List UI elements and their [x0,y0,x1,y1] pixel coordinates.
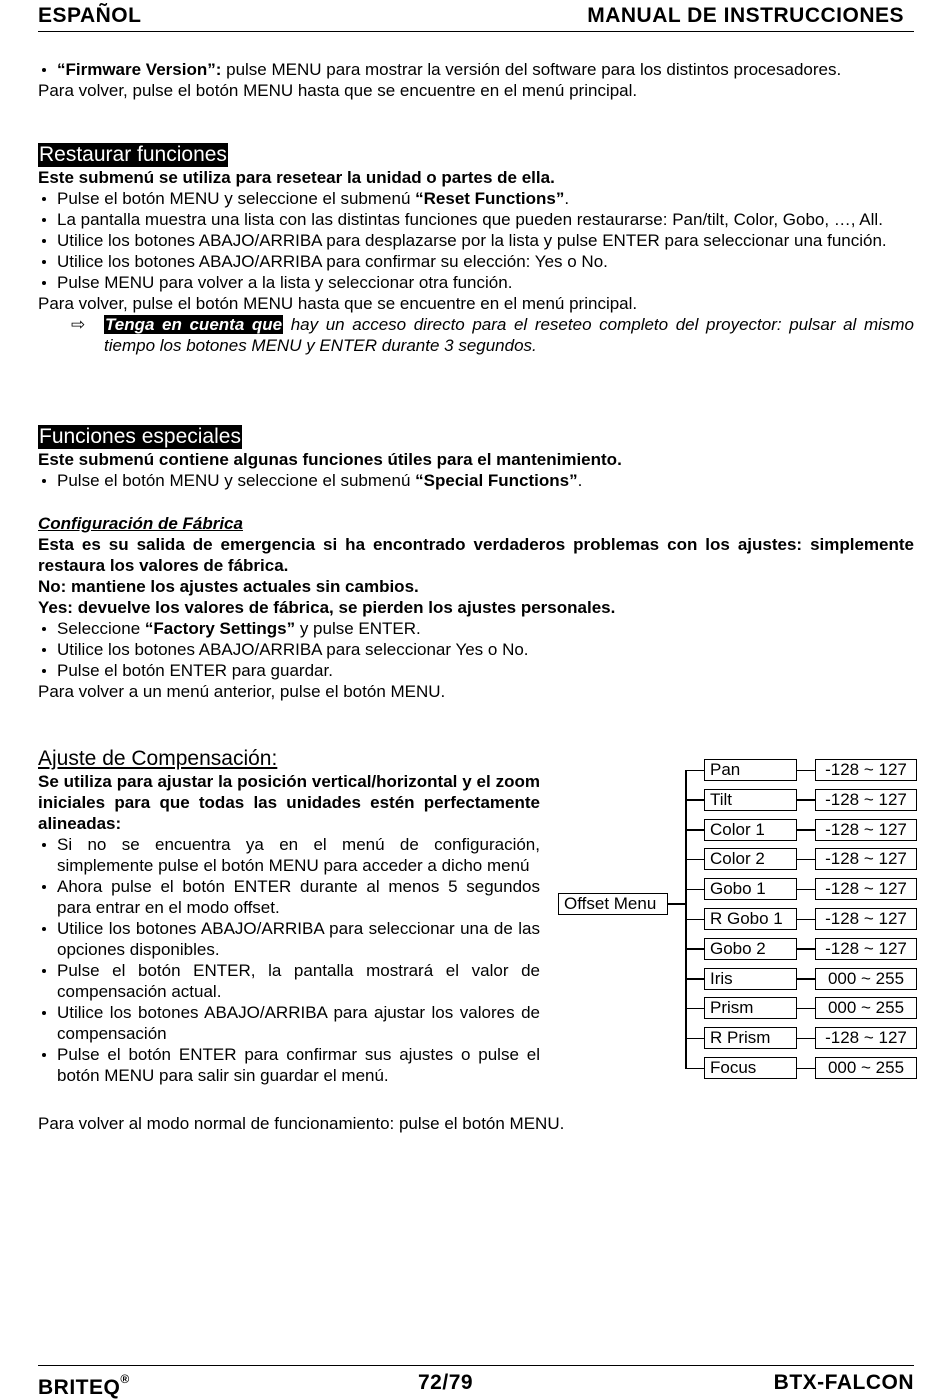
offset-item-name: Focus [704,1057,797,1079]
factory-bullet-1 [38,618,914,639]
reset-bullet-3: Utilice los botones ABAJO/ARRIBA para desplazarse por la lista y pulse ENTER para seleccionar una función. [38,230,914,251]
offset-item-range: -128 ~ 127 [815,878,917,900]
offset-bullet-3: Utilice los botones ABAJO/ARRIBA para seleccionar una de las opciones disponibles. [38,918,540,960]
reset-b1-quote: “Reset Functions” [415,189,565,208]
factory-b1-text: Seleccione [57,619,145,638]
reset-bullet-4: Utilice los botones ABAJO/ARRIBA para confirmar su elección: Yes o No. [38,251,914,272]
special-bullet-1 [38,470,914,491]
page-footer [38,1365,914,1399]
connector-branch [685,919,704,921]
offset-item-name: Prism [704,997,797,1019]
registered-mark: ® [120,1372,130,1386]
special-intro: Este submenú contiene algunas funciones útiles para el mantenimiento. [38,450,622,469]
connector-branch [685,1008,704,1010]
factory-title: Configuración de Fábrica [38,514,243,533]
connector-link [797,978,815,980]
factory-bullet-3: Pulse el botón ENTER para guardar. [38,660,914,681]
offset-bullet-5: Utilice los botones ABAJO/ARRIBA para ajustar los valores de compensación [38,1002,540,1044]
special-b1-quote: “Special Functions” [415,471,578,490]
factory-p2: No: mantiene los ajustes actuales sin cambios. [38,577,419,596]
footer-brand [38,1372,130,1398]
reset-b1-text: Pulse el botón MENU y seleccione el submenú [57,189,416,208]
connector-branch [685,978,704,980]
connector-branch [685,799,704,801]
offset-item-name: R Prism [704,1027,797,1049]
offset-item-name: Color 1 [704,819,797,841]
special-section [38,425,914,491]
connector-branch [685,770,704,772]
factory-b1-quote: “Factory Settings” [144,619,296,638]
offset-item-range: -128 ~ 127 [815,848,917,870]
page-header [38,3,914,32]
connector-link [797,948,815,950]
offset-menu-diagram [556,757,918,1087]
page-number: 72/79 [418,1371,474,1394]
factory-p1: Esta es su salida de emergencia si ha encontrado verdaderos problemas con los ajustes: simplemente restaura los valores de fábrica. [38,535,914,575]
firmware-label: “Firmware Version”: [57,60,222,79]
offset-menu-root: Offset Menu [558,893,668,915]
offset-bullet-6: Pulse el botón ENTER para confirmar sus ajustes o pulse el botón MENU para salir sin guardar el menú. [38,1044,540,1086]
connector-link [797,1068,815,1070]
offset-title: Ajuste de Compensación: [38,747,278,770]
note-text: hay un acceso directo para el reseteo completo del proyector: pulsar al mismo tiempo los botones MENU y ENTER durante 3 segundos. [104,315,914,355]
offset-section [38,747,540,1086]
firmware-section [38,59,914,101]
connector-link [797,829,815,831]
connector-branch [685,948,704,950]
connector-link [797,889,815,891]
connector-branch [685,859,704,861]
offset-item-name: Color 2 [704,848,797,870]
offset-item-range: 000 ~ 255 [815,1057,917,1079]
offset-bullet-4: Pulse el botón ENTER, la pantalla mostrará el valor de compensación actual. [38,960,540,1002]
connector-branch [685,829,704,831]
firmware-text: pulse MENU para mostrar la versión del software para los distintos procesadores. [221,60,842,79]
offset-item-range: -128 ~ 127 [815,819,917,841]
factory-bullet-2: Utilice los botones ABAJO/ARRIBA para seleccionar Yes o No. [38,639,914,660]
connector-link [797,1008,815,1010]
offset-item-name: R Gobo 1 [704,908,797,930]
offset-item-name: Iris [704,968,797,990]
offset-item-range: -128 ~ 127 [815,759,917,781]
special-title: Funciones especiales [39,425,241,448]
offset-bullet-2: Ahora pulse el botón ENTER durante al menos 5 segundos para entrar en el modo offset. [38,876,540,918]
reset-title: Restaurar funciones [39,143,227,166]
brand-name: BRITEQ [38,1376,121,1399]
offset-item-range: 000 ~ 255 [815,997,917,1019]
firmware-bullet [38,59,914,80]
offset-item-range: 000 ~ 255 [815,968,917,990]
connector-branch [685,1038,704,1040]
arrow-right-icon: ⇨ [71,315,86,334]
connector-line [668,903,685,905]
offset-item-range: -128 ~ 127 [815,1027,917,1049]
offset-item-name: Gobo 1 [704,878,797,900]
reset-section [38,143,914,356]
factory-return: Para volver a un menú anterior, pulse el botón MENU. [38,682,446,701]
offset-item-name: Gobo 2 [704,938,797,960]
offset-item-range: -128 ~ 127 [815,789,917,811]
connector-branch [685,1068,704,1070]
offset-item-range: -128 ~ 127 [815,938,917,960]
offset-intro: Se utiliza para ajustar la posición vertical/horizontal y el zoom iniciales para que todas las unidades estén perfectamente alineadas: [38,772,540,833]
offset-item-range: -128 ~ 127 [815,908,917,930]
header-manual-title: MANUAL DE INSTRUCCIONES [587,4,904,27]
reset-note [38,314,914,356]
special-b1-end: . [577,471,583,490]
header-language: ESPAÑOL [38,4,142,27]
reset-bullet-5: Pulse MENU para volver a la lista y seleccionar otra función. [38,272,914,293]
connector-link [797,799,815,801]
special-b1-text: Pulse el botón MENU y seleccione el submenú [57,471,416,490]
factory-section [38,513,914,702]
reset-b1-end: . [564,189,570,208]
reset-bullet-2: La pantalla muestra una lista con las distintas funciones que pueden restaurarse: Pan/tilt, Color, Gobo, …, All. [38,209,914,230]
firmware-return: Para volver, pulse el botón MENU hasta que se encuentre en el menú principal. [38,81,638,100]
connector-link [797,919,815,921]
factory-p3: Yes: devuelve los valores de fábrica, se pierden los ajustes personales. [38,598,616,617]
offset-item-name: Pan [704,759,797,781]
connector-link [797,1038,815,1040]
offset-return: Para volver al modo normal de funcionamiento: pulse el botón MENU. [38,1114,565,1133]
factory-b1-end: y pulse ENTER. [295,619,421,638]
connector-link [797,859,815,861]
reset-return: Para volver, pulse el botón MENU hasta que se encuentre en el menú principal. [38,294,638,313]
footer-model: BTX-FALCON [773,1371,914,1394]
reset-bullet-1 [38,188,914,209]
offset-item-name: Tilt [704,789,797,811]
note-highlight: Tenga en cuenta que [105,315,283,334]
connector-branch [685,889,704,891]
reset-intro: Este submenú se utiliza para resetear la unidad o partes de ella. [38,168,555,187]
offset-bullet-1: Si no se encuentra ya en el menú de configuración, simplemente pulse el botón MENU para acceder a dicho menú [38,834,540,876]
connector-link [797,770,815,772]
